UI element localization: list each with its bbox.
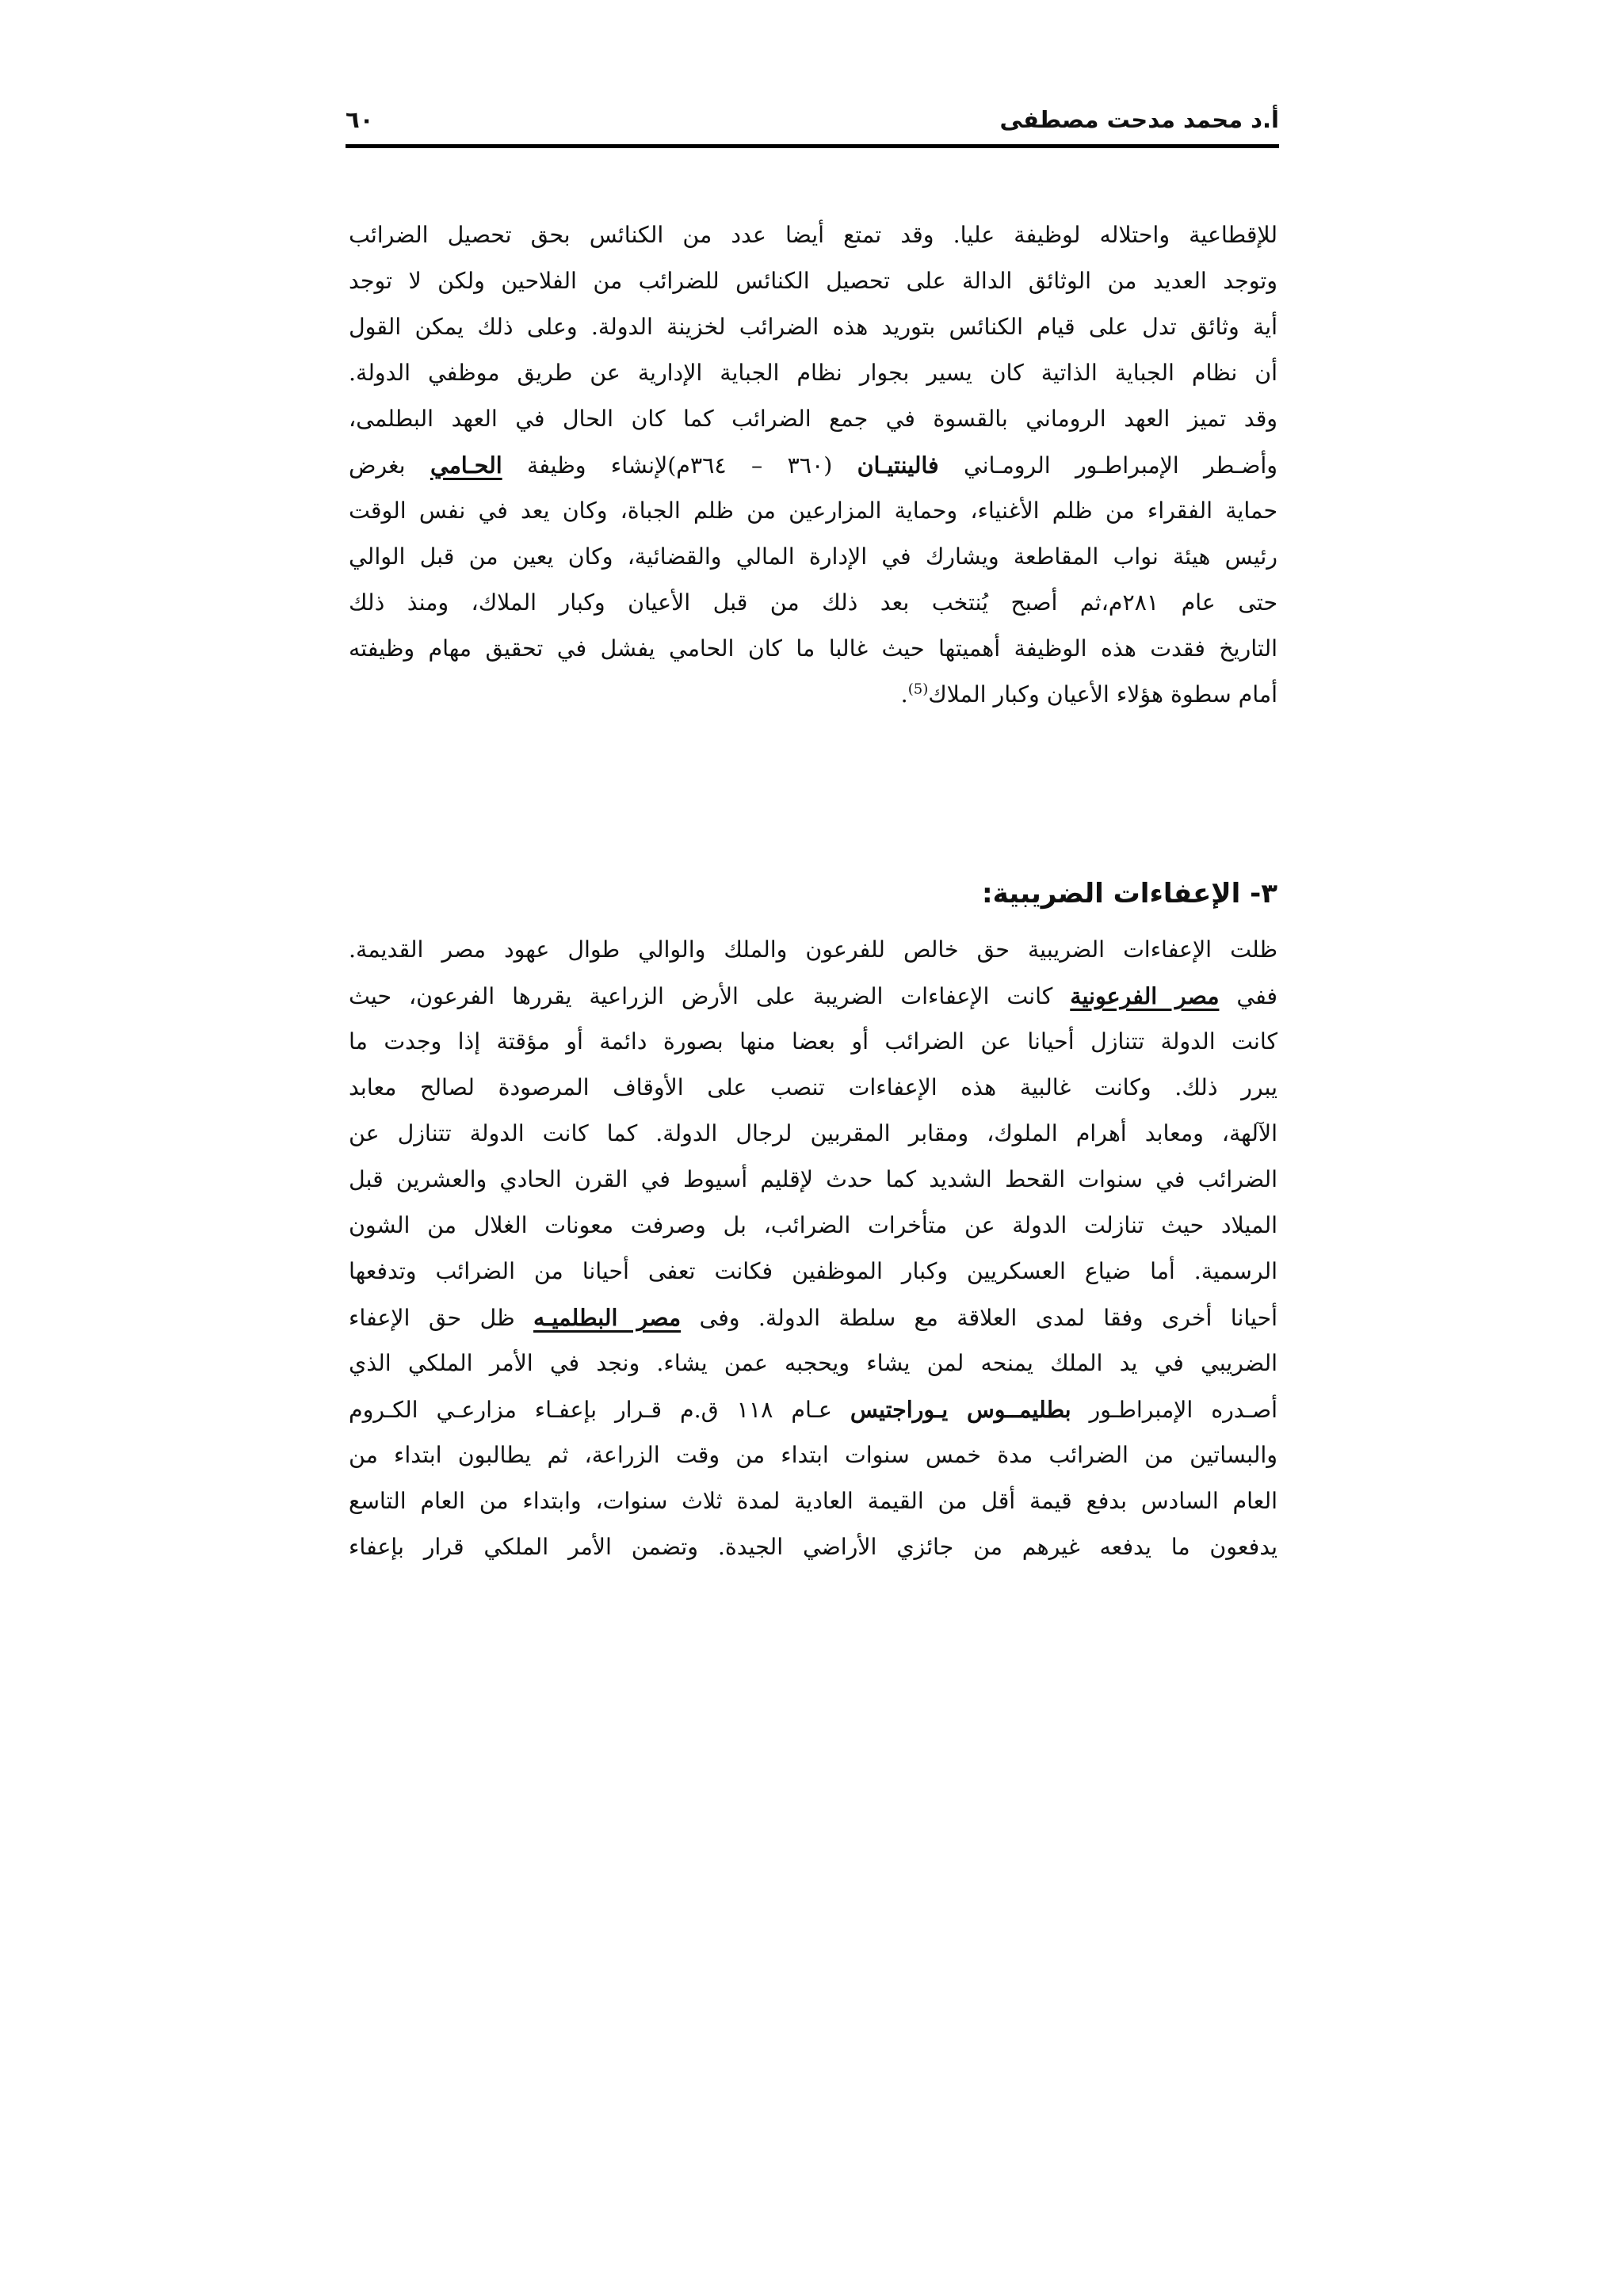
text-run: كانت الإعفاءات الضريبة على الأرض الزراعية يقررها الفرعون، حيث <box>349 983 1071 1009</box>
text-run: أحيانا أخرى وفقا لمدى العلاقة مع سلطة الدولة. وفى <box>681 1305 1277 1331</box>
text-run: . <box>900 681 908 707</box>
text-run: (٣٦٠ – ٣٦٤م)لإنشاء وظيفة <box>502 452 857 479</box>
text-run: وأضـطر الإمبراطـور الرومـاني <box>938 452 1277 479</box>
text-line: حماية الفقراء من ظلم الأغنياء، وحماية المزارعين من ظلم الجباة، وكان يعد في نفس الوقت <box>349 498 1277 524</box>
text-run: ففي <box>1219 983 1277 1009</box>
header-author: أ.د محمد مدحت مصطفى <box>999 106 1279 133</box>
text-line <box>349 442 1277 488</box>
page-number: ٦٠ <box>346 106 374 133</box>
emphasis-name: بطليمــوس يـوراجتيس <box>850 1396 1071 1423</box>
text-run: أمام سطوة هؤلاء الأعيان وكبار الملاك <box>928 681 1277 707</box>
text-line: والبساتين من الضرائب مدة خمس سنوات ابتداء من وقت الزراعة، ثم يطالبون ابتداء من <box>349 1442 1277 1468</box>
text-line: وقد تميز العهد الروماني بالقسوة في جمع الضرائب كما كان الحال في العهد البطلمى، <box>349 406 1277 432</box>
text-line: كانت الدولة تتنازل أحيانا عن الضرائب أو بعضا منها بصورة دائمة أو مؤقتة إذا وجدت ما <box>349 1028 1277 1055</box>
emphasis-term: الحـامي <box>430 452 502 479</box>
section-heading: ٣- الإعفاءات الضريبية: <box>981 878 1277 910</box>
text-line: أية وثائق تدل على قيام الكنائس بتوريد هذه الضرائب لخزينة الدولة. وعلى ذلك يمكن القول <box>349 314 1277 340</box>
text-line: يدفعون ما يدفعه غيرهم من جائزي الأراضي الجيدة. وتضمن الأمر الملكي قرار بإعفاء <box>349 1534 1277 1560</box>
paragraph-2 <box>349 927 1277 1570</box>
text-line: الضرائب في سنوات القحط الشديد كما حدث لإقليم أسيوط في القرن الحادي والعشرين قبل <box>349 1166 1277 1192</box>
text-run: أصـدره الإمبراطـور <box>1071 1397 1277 1423</box>
text-line: العام السادس بدفع قيمة أقل من القيمة العادية لمدة ثلاث سنوات، وابتداء من العام التاسع <box>349 1488 1277 1514</box>
emphasis-name: فالينتيـان <box>857 452 939 479</box>
text-line: الآلهة، ومعابد أهرام الملوك، ومقابر المقربين لرجال الدولة. كما كانت الدولة تتنازل عن <box>349 1120 1277 1146</box>
paragraph-1 <box>349 212 1277 718</box>
header-rule <box>346 144 1279 148</box>
text-run: عـام ١١٨ ق.م قـرار بإعفـاء مزارعـي الكـروم <box>349 1397 850 1423</box>
text-run: بغرض <box>349 452 430 479</box>
text-line: رئيس هيئة نواب المقاطعة ويشارك في الإدارة المالي والقضائية، وكان يعين من قبل الوالي <box>349 543 1277 570</box>
text-line: أن نظام الجباية الذاتية كان يسير بجوار نظام الجباية الإدارية عن طريق موظفي الدولة. <box>349 360 1277 386</box>
text-line: ظلت الإعفاءات الضريبية حق خالص للفرعون والملك والوالي طوال عهود مصر القديمة. <box>349 936 1277 963</box>
text-line: التاريخ فقدت هذه الوظيفة أهميتها حيث غالبا ما كان الحامي يفشل في تحقيق مهام وظيفته <box>349 635 1277 662</box>
text-line: الميلاد حيث تنازلت الدولة عن متأخرات الضرائب، بل وصرفت معونات الغلال من الشون <box>349 1212 1277 1238</box>
page-header <box>346 93 1279 151</box>
text-line: للإقطاعية واحتلاله لوظيفة عليا. وقد تمتع أيضا عدد من الكنائس بحق تحصيل الضرائب <box>349 222 1277 248</box>
text-line <box>349 1386 1277 1432</box>
footnote-ref[interactable]: (5) <box>907 681 929 698</box>
text-line: الرسمية. أما ضياع العسكريين وكبار الموظفين فكانت تعفى أحيانا من الضرائب وتدفعها <box>349 1258 1277 1284</box>
text-line: وتوجد العديد من الوثائق الدالة على تحصيل الكنائس للضرائب من الفلاحين ولكن لا توجد <box>349 268 1277 294</box>
emphasis-term: مصر البطلميـه <box>533 1304 682 1331</box>
text-run: ظل حق الإعفاء <box>349 1305 534 1331</box>
text-line <box>349 672 1277 718</box>
text-line: يبرر ذلك. وكانت غالبية هذه الإعفاءات تنصب على الأوقاف المرصودة لصالح معابد <box>349 1074 1277 1100</box>
text-line: حتى عام ٢٨١م،ثم أصبح يُنتخب بعد ذلك من قبل الأعيان وكبار الملاك، ومنذ ذلك <box>349 589 1277 616</box>
text-line <box>349 973 1277 1019</box>
emphasis-term: مصر الفرعونية <box>1070 982 1220 1009</box>
text-line: الضريبي في يد الملك يمنحه لمن يشاء ويحجبه عمن يشاء. ونجد في الأمر الملكي الذي <box>349 1350 1277 1376</box>
text-line <box>349 1295 1277 1341</box>
